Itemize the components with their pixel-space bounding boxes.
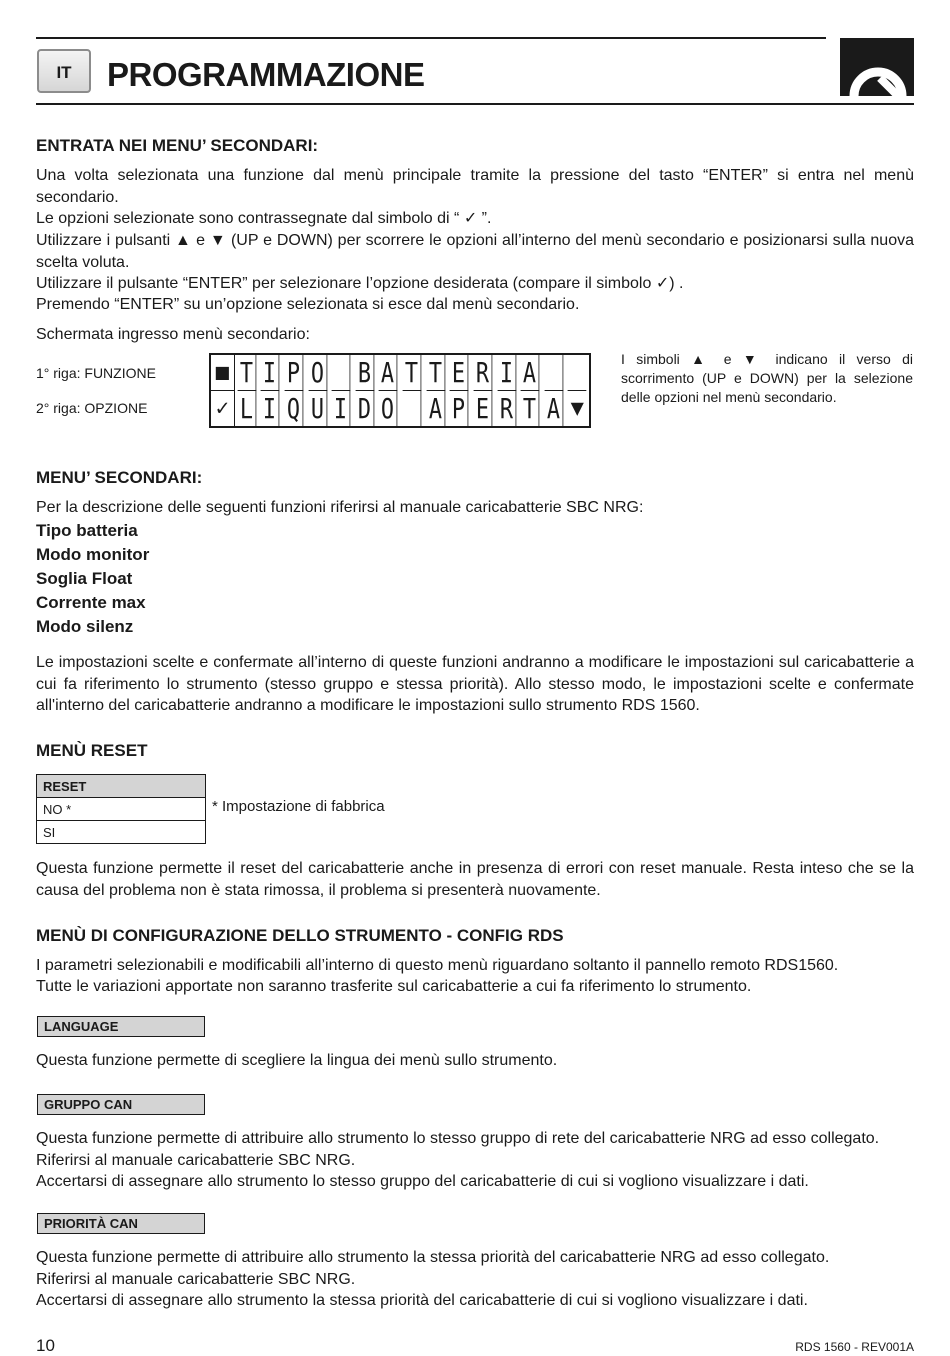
lcd-char-cell: B [355,355,373,391]
lcd-display [209,353,591,428]
page-number: 10 [36,1336,55,1355]
document-code: RDS 1560 - REV001A [795,1340,914,1354]
language-tab-label: IT [56,63,72,82]
paragraph-priorita-1: Questa funzione permette di attribuire allo strumento la stessa priorità del caricabatterie NRG ad esso collegato. [36,1249,830,1266]
paragraph-entry-1: Una volta selezionata una funzione dal menù principale tramite la pressione del tasto “ENTER” si entra nel menù secondario. [36,167,914,206]
lcd-char-cell [568,355,586,391]
function-list [36,519,149,639]
page-title: PROGRAMMAZIONE [107,56,425,93]
lcd-char-cell: P [450,391,468,427]
paragraph-priorita-3: Accertarsi di assegnare allo strumento la stessa priorità del caricabatterie di cui si vogliono visualizzare i dati. [36,1292,808,1309]
function-item: Soglia Float [36,569,133,588]
lcd-char-cell: O [308,355,326,391]
paragraph-config-1: I parametri selezionabili e modificabili all’interno di questo menù riguardano soltanto il pannello remoto RDS1560. [36,957,839,974]
lcd-char-cell: A [379,355,397,391]
lcd-char-cell [544,355,562,391]
lcd-char-cell [332,355,350,391]
reset-footnote: * Impostazione di fabbrica [212,798,385,815]
brand-logo-icon [840,38,914,96]
lcd-char-cell: I [261,355,279,391]
lcd-char-cell: P [284,355,302,391]
paragraph-entry-2: Le opzioni selezionate sono contrassegnate dal simbolo di “ ✓ ”. [36,210,492,227]
lcd-char-cell: R [473,355,491,391]
paragraph-gruppo-2: Riferirsi al manuale caricabatterie SBC NRG. [36,1152,356,1169]
lcd-char-cell: ✓ [211,391,235,427]
paragraph-gruppo-3: Accertarsi di assegnare allo strumento lo stesso gruppo del caricabatterie di cui si vogliono visualizzare i dati. [36,1173,809,1190]
header-bottom-rule [36,103,914,105]
paragraph-gruppo-1: Questa funzione permette di attribuire allo strumento lo stesso gruppo di rete del caricabatterie NRG ad esso collegato. [36,1130,880,1147]
language-tab [37,49,91,93]
priorita-can-label-box: PRIORITÀ CAN [37,1213,205,1234]
lcd-char-cell: T [521,391,539,427]
paragraph-entry-3: Utilizzare i pulsanti ▲ e ▼ (UP e DOWN) per scorrere le opzioni all’interno del menù secondario e posizionarsi sulla nuova scelta voluta. [36,232,914,271]
lcd-row2-label: 2° riga: OPZIONE [36,400,148,416]
paragraph-language: Questa funzione permette di scegliere la lingua dei menù sullo strumento. [36,1052,558,1069]
lcd-char-cell: D [355,391,373,427]
lcd-char-cell: E [450,355,468,391]
lcd-char-cell: I [332,391,350,427]
section-heading-secondary-entry: ENTRATA NEI MENU’ SECONDARI: [36,136,319,155]
lcd-char-cell: ■ [211,355,235,391]
lcd-scroll-note: I simboli ▲ e ▼ indicano il verso di scorrimento (UP e DOWN) per la selezione delle opzioni nel menù secondario. [621,351,913,405]
section-heading-reset: MENÙ RESET [36,741,148,760]
lcd-char-cell: T [426,355,444,391]
paragraph-secondary-intro: Per la descrizione delle seguenti funzioni riferirsi al manuale caricabatterie SBC NRG: [36,499,644,516]
function-item: Tipo batteria [36,521,138,540]
lcd-char-cell: E [473,391,491,427]
function-item: Corrente max [36,593,146,612]
lcd-char-cell: A [521,355,539,391]
paragraph-priorita-2: Riferirsi al manuale caricabatterie SBC NRG. [36,1271,356,1288]
paragraph-entry-5: Premendo “ENTER” su un’opzione selezionata si esce dal menù secondario. [36,296,580,313]
header-top-rule [36,37,826,39]
reset-table-row: NO * [37,798,206,821]
lcd-char-cell: Q [284,391,302,427]
lcd-char-cell [403,391,421,427]
gruppo-can-label-box: GRUPPO CAN [37,1094,205,1115]
lcd-char-cell: R [497,391,515,427]
function-item: Modo silenz [36,617,134,636]
section-heading-config: MENÙ DI CONFIGURAZIONE DELLO STRUMENTO - CONFIG RDS [36,926,564,945]
reset-table-row: SI [37,821,206,844]
lcd-char-cell: U [308,391,326,427]
lcd-char-cell: O [379,391,397,427]
reset-table-header: RESET [37,775,206,798]
lcd-row1-label: 1° riga: FUNZIONE [36,365,156,381]
lcd-char-cell: I [261,391,279,427]
lcd-char-cell: A [544,391,562,427]
reset-options-table [36,774,206,844]
lcd-char-cell: T [403,355,421,391]
lcd-char-cell: I [497,355,515,391]
paragraph-entry-4: Utilizzare il pulsante “ENTER” per selezionare l’opzione desiderata (compare il simbolo ✓) . [36,275,684,292]
lcd-char-cell: T [237,355,255,391]
lcd-char-cell: L [237,391,255,427]
paragraph-entry-6: Schermata ingresso menù secondario: [36,326,310,343]
lcd-char-cell: ▼ [570,395,584,421]
paragraph-config-2: Tutte le variazioni apportate non saranno trasferite sul caricabatterie a cui fa riferimento lo strumento. [36,978,752,995]
lcd-char-cell: A [426,391,444,427]
paragraph-secondary-body: Le impostazioni scelte e confermate all’interno di queste funzioni andranno a modificare le impostazioni sul caricabatterie a cui fa riferimento lo strumento (stesso gruppo e stessa priorità). Allo stesso modo, le impostazioni scelte e confermate all'interno del caricabatterie andranno a modificare le impostazioni sullo strumento RDS 1560. [36,654,914,714]
function-item: Modo monitor [36,545,150,564]
paragraph-reset-body: Questa funzione permette il reset del caricabatterie anche in presenza di errori con reset manuale. Resta inteso che se la causa del problema non è stata rimossa, il problema si presenterà nuovamente. [36,860,914,899]
section-heading-secondary-menus: MENU’ SECONDARI: [36,468,203,487]
language-label-box: LANGUAGE [37,1016,205,1037]
